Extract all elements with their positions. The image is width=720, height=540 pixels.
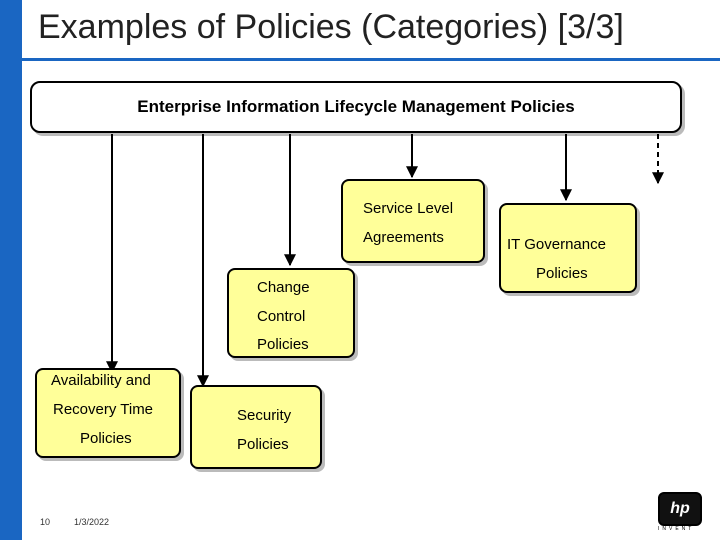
box-availability-line-1: Availability and bbox=[51, 372, 151, 389]
page-number: 10 bbox=[40, 517, 51, 527]
box-change-line-2: Control bbox=[257, 308, 306, 325]
page-title: Examples of Policies (Categories) [3/3] bbox=[38, 8, 624, 46]
box-service-level bbox=[341, 179, 485, 263]
hp-logo bbox=[658, 492, 702, 526]
box-availability bbox=[35, 368, 181, 458]
box-availability-line-3: Policies bbox=[80, 430, 132, 447]
box-change-line-1: Change bbox=[257, 279, 310, 296]
hp-logo-subtext: INVENT bbox=[658, 526, 695, 532]
box-itgov-line-2: Policies bbox=[536, 265, 588, 282]
hp-logo-text: hp bbox=[670, 500, 690, 517]
box-security-line-2: Policies bbox=[237, 436, 289, 453]
box-it-governance bbox=[499, 203, 637, 293]
box-change bbox=[227, 268, 355, 358]
box-security-line-1: Security bbox=[237, 407, 292, 424]
box-service-line-1: Service Level bbox=[363, 200, 454, 217]
root-label: Enterprise Information Lifecycle Management Policies bbox=[137, 97, 575, 116]
box-itgov-line-1: IT Governance bbox=[507, 236, 606, 253]
box-security bbox=[190, 385, 322, 469]
box-service-line-2: Agreements bbox=[363, 229, 444, 246]
box-change-line-3: Policies bbox=[257, 336, 309, 353]
box-availability-line-2: Recovery Time bbox=[53, 401, 154, 418]
slide-date: 1/3/2022 bbox=[74, 517, 110, 527]
